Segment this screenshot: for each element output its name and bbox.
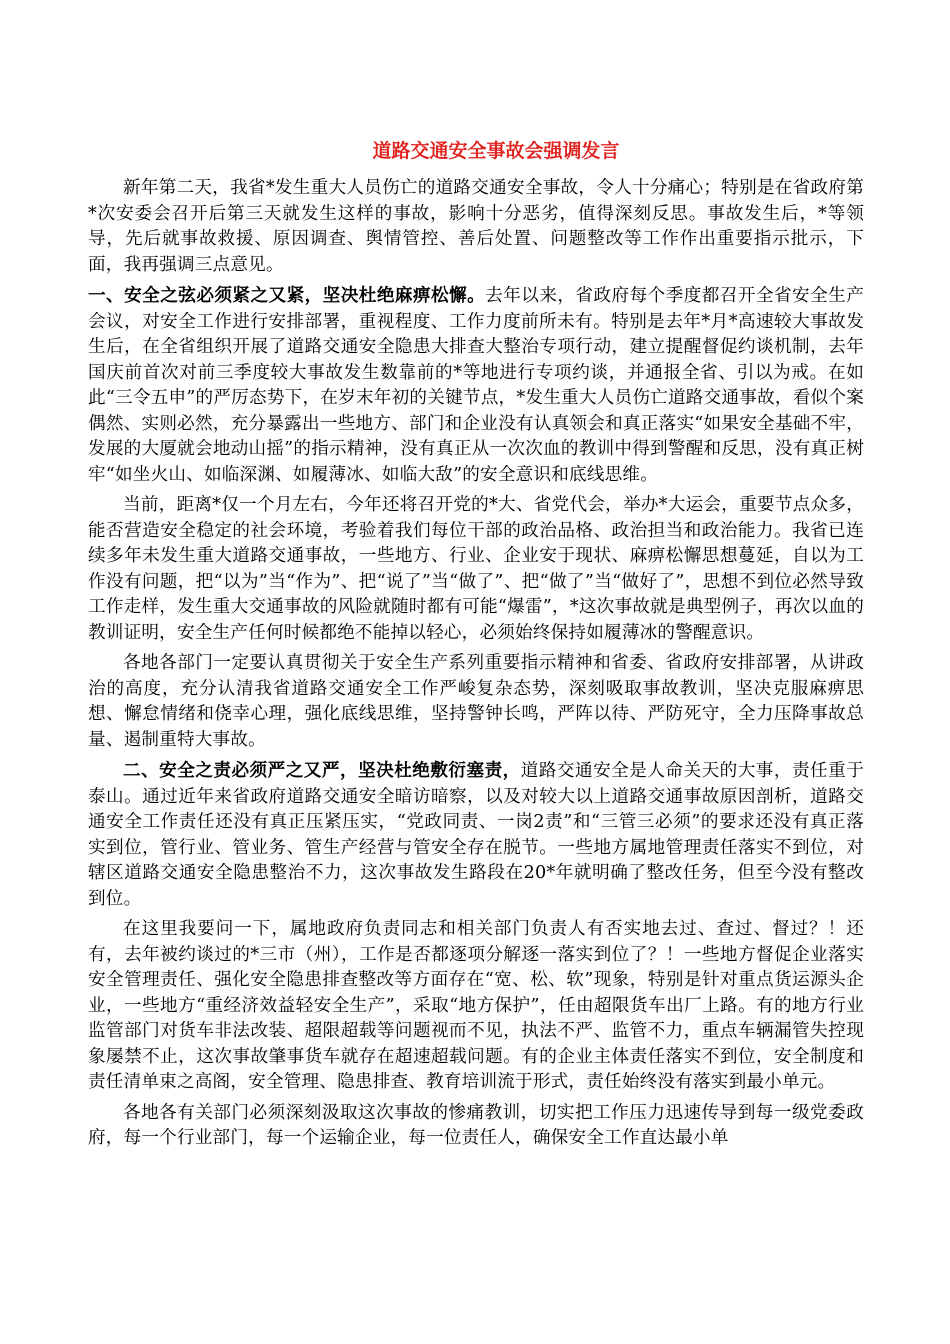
section-heading: 一、安全之弦必须紧之又紧，坚决杜绝麻痹松懈。 [88, 285, 486, 306]
section-heading: 二、安全之责必须严之又严，坚决杜绝敷衍塞责， [123, 760, 521, 781]
paragraph-text: 新年第二天，我省*发生重大人员伤亡的道路交通安全事故，令人十分痛心；特别是在省政府第*次安委会召开后第三天就发生这样的事故，影响十分恶劣，值得深刻反思。事故发生后，*等领导，先后就事故救援、原因调查、舆情管控、善后处置、问题整改等工作作出重要指示批示，下面，我再强调三点意见。 [88, 178, 864, 275]
body-paragraph [88, 917, 864, 1096]
body-paragraph [88, 758, 864, 912]
paragraph-text: 各地各有关部门必须深刻汲取这次事故的惨痛教训，切实把工作压力迅速传导到每一级党委政府，每一个行业部门，每一个运输企业，每一位责任人，确保安全工作直达最小单 [88, 1102, 864, 1148]
document-title: 道路交通安全事故会强调发言 [372, 140, 620, 162]
body-paragraph [88, 176, 864, 278]
paragraph-text: 各地各部门一定要认真贯彻关于安全生产系列重要指示精神和省委、省政府安排部署，从讲政治的高度，充分认清我省道路交通安全工作严峻复杂态势，深刻吸取事故教训，坚决克服麻痹思想、懈怠情绪和侥幸心理，强化底线思维，坚持警钟长鸣，严阵以待、严防死守，全力压降事故总量、遏制重特大事故。 [88, 653, 864, 750]
document-page [88, 138, 864, 1157]
body-paragraph [88, 1101, 864, 1152]
body-paragraph [88, 651, 864, 753]
document-body [88, 176, 864, 1152]
body-paragraph [88, 283, 864, 488]
paragraph-text: 当前，距离*仅一个月左右，今年还将召开党的*大、省党代会，举办*大运会，重要节点众多，能否营造安全稳定的社会环境，考验着我们每位干部的政治品格、政治担当和政治能力。我省已连续多年未发生重大道路交通事故，一些地方、行业、企业安于现状、麻痹松懈思想蔓延，自以为工作没有问题，把“以为”当“作为”、把“说了”当“做了”、把“做了”当“做好了”，思想不到位必然导致工作走样，发生重大交通事故的风险就随时都有可能“爆雷”，*这次事故就是典型例子，再次以血的教训证明，安全生产任何时候都绝不能掉以轻心，必须始终保持如履薄冰的警醒意识。 [88, 495, 864, 643]
body-paragraph [88, 493, 864, 646]
paragraph-text: 道路交通安全是人命关天的大事，责任重于泰山。通过近年来省政府道路交通安全暗访暗察，以及对较大以上道路交通事故原因剖析，道路交通安全工作责任还没有真正压紧压实，“党政同责、一岗2责”和“三管三必须”的要求还没有真正落实到位，管行业、管业务、管生产经营与管安全存在脱节。一些地方属地管理责任落实不到位，对辖区道路交通安全隐患整治不力，这次事故发生路段在20*年就明确了整改任务，但至今没有整改到位。 [88, 761, 864, 909]
paragraph-text: 在这里我要问一下，属地政府负责同志和相关部门负责人有否实地去过、查过、督过？！还有，去年被约谈过的*三市（州），工作是否都逐项分解逐一落实到位了？！一些地方督促企业落实安全管理责任、强化安全隐患排查整改等方面存在“宽、松、软”现象，特别是针对重点货运源头企业，一些地方“重经济效益轻安全生产”，采取“地方保护”，任由超限货车出厂上路。有的地方行业监管部门对货车非法改装、超限超载等问题视而不见，执法不严、监管不力，重点车辆漏管失控现象屡禁不止，这次事故肇事货车就存在超速超载问题。有的企业主体责任落实不到位，安全制度和责任清单束之高阁，安全管理、隐患排查、教育培训流于形式，责任始终没有落实到最小单元。 [88, 919, 864, 1092]
paragraph-text: 去年以来，省政府每个季度都召开全省安全生产会议，对安全工作进行安排部署，重视程度、工作力度前所未有。特别是去年*月*高速较大事故发生后，在全省组织开展了道路交通安全隐患大排查大整治专项行动，建立提醒督促约谈机制，去年国庆前首次对前三季度较大事故发生数靠前的*等地进行专项约谈，并通报全省、引以为戒。在如此“三令五申”的严厉态势下，在岁末年初的关键节点，*发生重大人员伤亡道路交通事故，看似个案偶然、实则必然，充分暴露出一些地方、部门和企业没有认真领会和真正落实“如果安全基础不牢，发展的大厦就会地动山摇”的指示精神，没有真正从一次次血的教训中得到警醒和反思，没有真正树牢“如坐火山、如临深渊、如履薄冰、如临大敌”的安全意识和底线思维。 [88, 286, 864, 485]
